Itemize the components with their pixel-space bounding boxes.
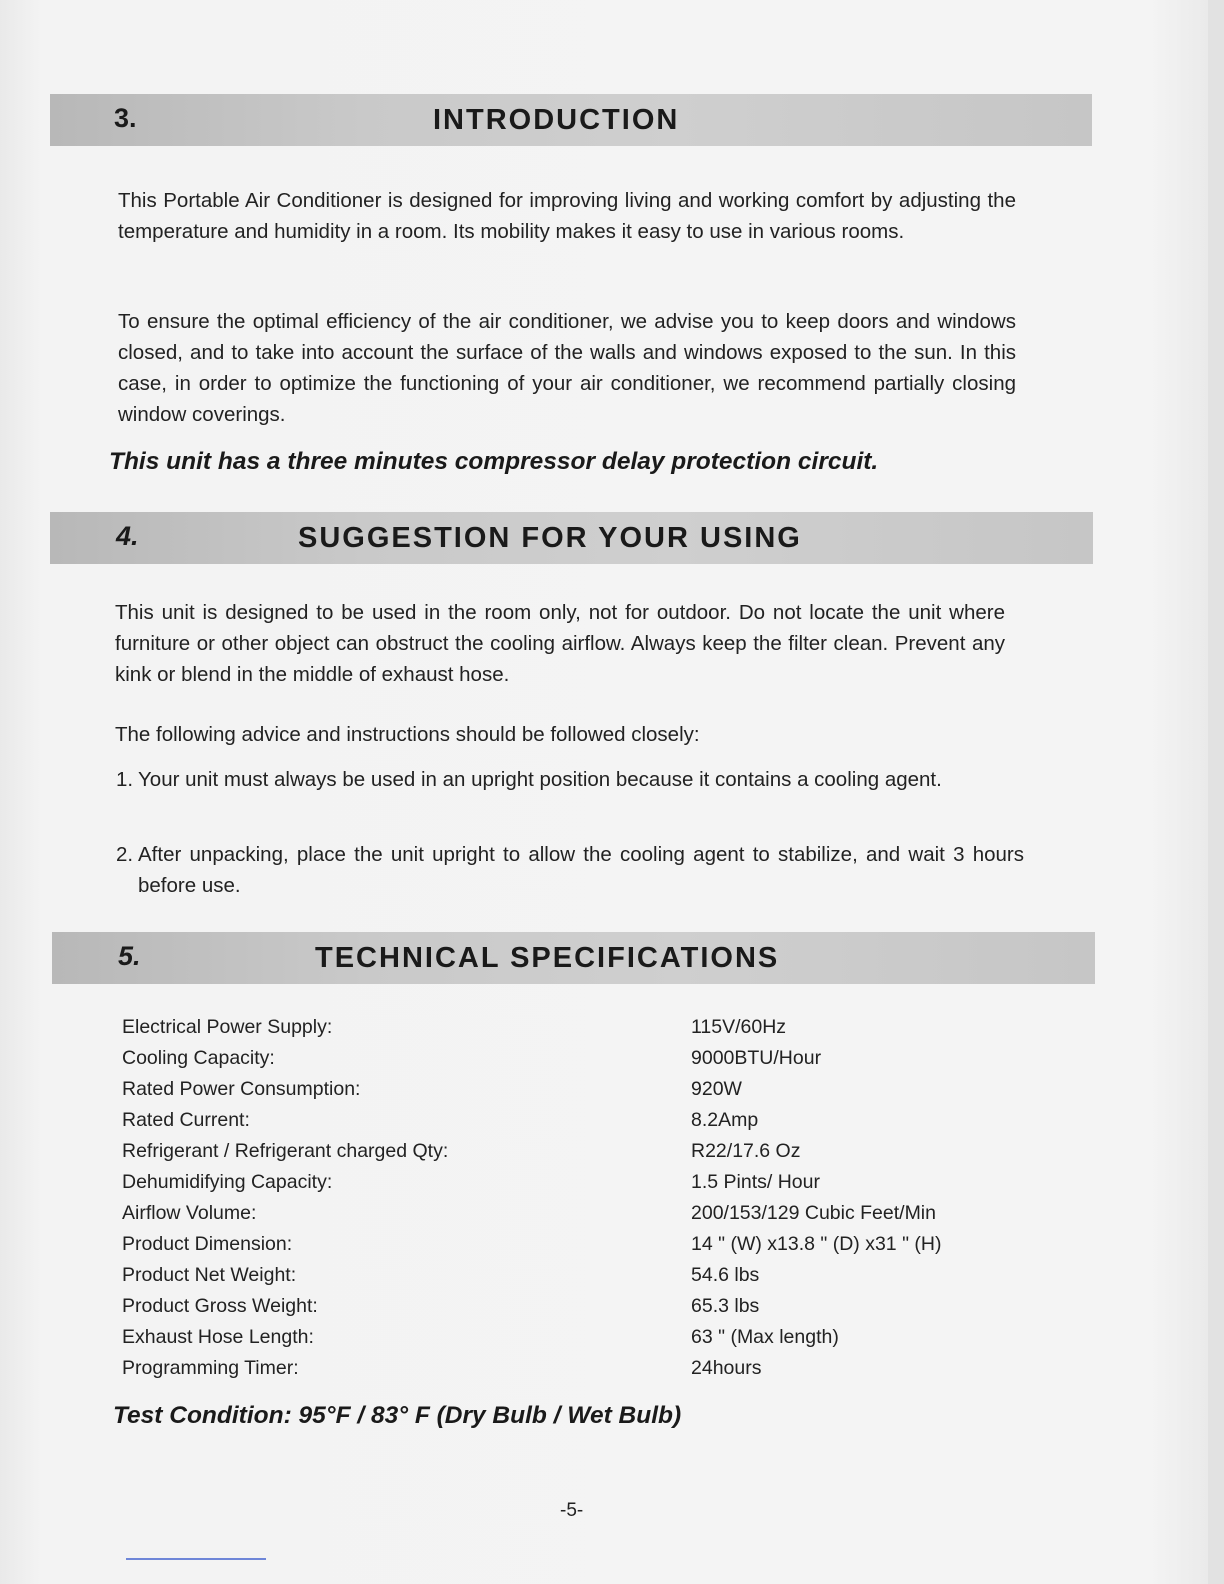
- spec-row: [122, 1198, 1022, 1229]
- spec-row: [122, 1012, 1022, 1043]
- spec-row: [122, 1136, 1022, 1167]
- spec-row: [122, 1229, 1022, 1260]
- spec-value: 54.6 lbs: [691, 1264, 760, 1286]
- spec-row: [122, 1260, 1022, 1291]
- section-title: INTRODUCTION: [433, 104, 680, 136]
- list-item-text: After unpacking, place the unit upright to allow the cooling agent to stabilize, and wait 3 hours before use.: [138, 843, 1024, 897]
- list-item-number: 2.: [116, 843, 134, 866]
- spec-table: [122, 1012, 1022, 1384]
- section-header-specifications: [52, 932, 1095, 984]
- spec-row: [122, 1105, 1022, 1136]
- spec-value: 8.2Amp: [691, 1109, 759, 1131]
- section-header-suggestion: [50, 512, 1093, 564]
- section-title: SUGGESTION FOR YOUR USING: [298, 522, 802, 554]
- spec-label: Electrical Power Supply:: [122, 1016, 333, 1038]
- compressor-delay-note: This unit has a three minutes compressor delay protection circuit.: [109, 448, 879, 475]
- spec-value: 63 " (Max length): [691, 1326, 839, 1348]
- intro-paragraph-2: To ensure the optimal efficiency of the air conditioner, we advise you to keep doors and windows closed, and to take into account the surface of the walls and windows exposed to the sun. In this case, in order to optimize the functioning of your air conditioner, we recommend partially closing window coverings.: [118, 310, 1016, 426]
- spec-label: Refrigerant / Refrigerant charged Qty:: [122, 1140, 449, 1162]
- list-item: [116, 839, 1024, 901]
- section-number: 4.: [116, 521, 139, 551]
- intro-paragraph-1: This Portable Air Conditioner is designed for improving living and working comfort by adjusting the temperature and humidity in a room. Its mobility makes it easy to use in various rooms.: [118, 189, 1016, 243]
- spec-value: 9000BTU/Hour: [691, 1047, 822, 1069]
- spec-value: 1.5 Pints/ Hour: [691, 1171, 820, 1193]
- spec-value: 115V/60Hz: [691, 1016, 787, 1038]
- spec-value: 24hours: [691, 1357, 762, 1379]
- spec-value: 200/153/129 Cubic Feet/Min: [691, 1202, 936, 1224]
- spec-label: Product Dimension:: [122, 1233, 293, 1255]
- spec-label: Product Net Weight:: [122, 1264, 297, 1286]
- suggestion-paragraph-1: This unit is designed to be used in the room only, not for outdoor. Do not locate the unit where furniture or other object can obstruct the cooling airflow. Always keep the filter clean. Prevent any kink or blend in the middle of exhaust hose.: [115, 601, 1005, 686]
- spec-row: [122, 1074, 1022, 1105]
- list-item-number: 1.: [116, 768, 134, 791]
- decorative-line: [126, 1558, 266, 1560]
- spec-label: Programming Timer:: [122, 1357, 299, 1379]
- spec-label: Rated Power Consumption:: [122, 1078, 361, 1100]
- spec-label: Airflow Volume:: [122, 1202, 257, 1224]
- spec-row: [122, 1167, 1022, 1198]
- section-header-introduction: [50, 94, 1092, 146]
- list-item: [116, 764, 1024, 795]
- spec-row: [122, 1322, 1022, 1353]
- spec-value: R22/17.6 Oz: [691, 1140, 801, 1162]
- spec-row: [122, 1043, 1022, 1074]
- spec-value: 920W: [691, 1078, 742, 1100]
- page-number: -5-: [560, 1500, 584, 1521]
- spec-label: Dehumidifying Capacity:: [122, 1171, 333, 1193]
- spec-row: [122, 1353, 1022, 1384]
- spec-value: 65.3 lbs: [691, 1295, 760, 1317]
- suggestion-paragraph-2: The following advice and instructions should be followed closely:: [115, 723, 700, 746]
- spec-row: [122, 1291, 1022, 1322]
- spec-label: Product Gross Weight:: [122, 1295, 318, 1317]
- spec-label: Exhaust Hose Length:: [122, 1326, 314, 1348]
- spec-value: 14 " (W) x13.8 " (D) x31 " (H): [691, 1233, 942, 1255]
- spec-label: Rated Current:: [122, 1109, 250, 1131]
- spec-label: Cooling Capacity:: [122, 1047, 275, 1069]
- test-condition-note: Test Condition: 95°F / 83° F (Dry Bulb / Wet Bulb): [113, 1402, 682, 1429]
- section-title: TECHNICAL SPECIFICATIONS: [315, 942, 780, 974]
- list-item-text: Your unit must always be used in an upright position because it contains a cooling agent.: [138, 768, 942, 791]
- section-number: 5.: [118, 941, 141, 971]
- page-edge: [1208, 0, 1224, 1584]
- section-number: 3.: [114, 103, 137, 133]
